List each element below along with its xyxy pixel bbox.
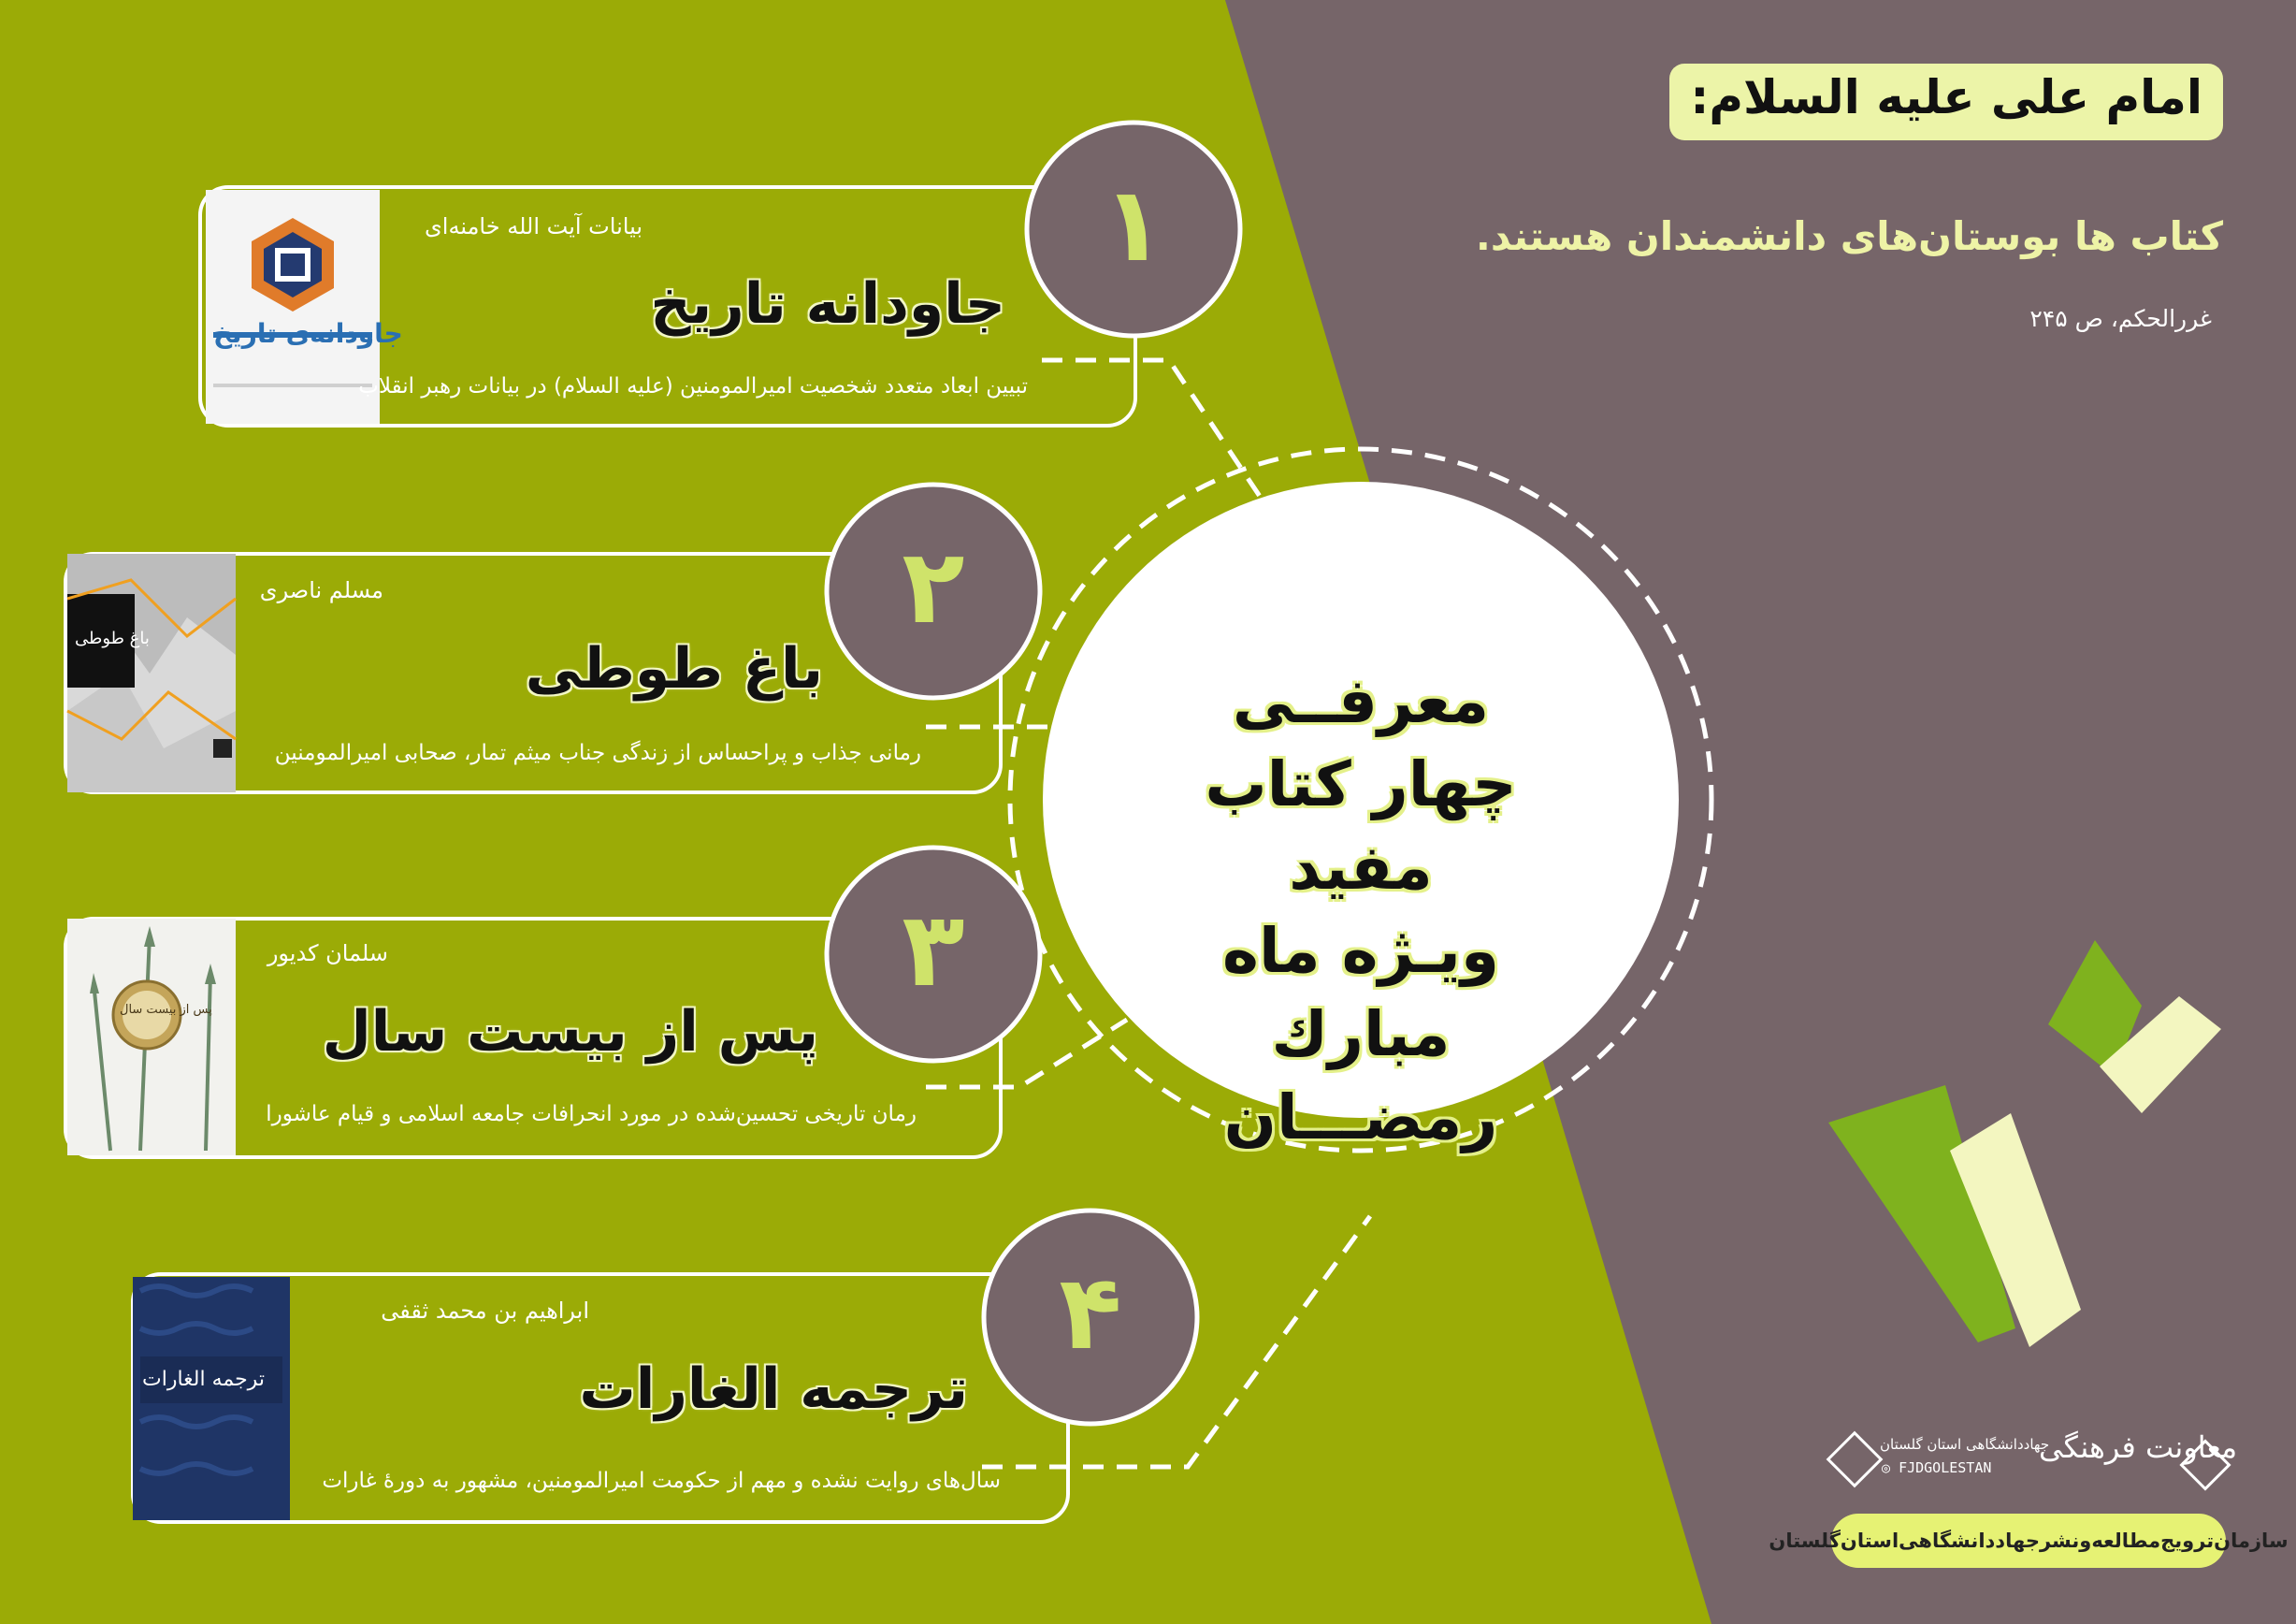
center-line-2: چهار کتاب مفید <box>1205 748 1517 905</box>
book-number-3: ۳ <box>902 890 965 1009</box>
book-title-3: پس از بیست سال <box>322 999 818 1065</box>
center-line-4: رمضـــان <box>1223 1081 1498 1154</box>
book-number-1: ۱ <box>1102 165 1165 284</box>
book-number-4: ۴ <box>1059 1253 1122 1372</box>
book-author-2: مسلم ناصری <box>259 577 383 603</box>
quote-reference: غررالحکم، ص ۲۴۵ <box>2029 305 2212 332</box>
footer-banner: سازمان‌ترویج‌مطالعه‌ونشرجهاددانشگاهی‌استان‌گلستان <box>1831 1514 2226 1568</box>
book-title-1: جاودانه تاریخ <box>650 271 1005 337</box>
book-number-2: ۲ <box>902 527 965 646</box>
book-author-1: بیانات آیت الله خامنه‌ای <box>425 213 643 239</box>
book-cover-1 <box>206 190 380 424</box>
quote-text: کتاب ها بوستان‌های دانشمندان هستند. <box>1475 213 2223 259</box>
book-cover-2-text: باغ طوطی <box>75 629 150 648</box>
footer-logo-subtitle: جهاددانشگاهی استان گلستان <box>1880 1436 2050 1453</box>
instagram-icon: ◎ <box>1882 1459 1899 1476</box>
connector-1 <box>1042 360 1263 500</box>
footer-instagram-handle <box>1882 1459 1991 1476</box>
book-title-2: باغ طوطی <box>525 636 823 702</box>
book-cover-1-text: جاودانه‌ی تاریخ <box>213 318 403 349</box>
book-cover-2 <box>67 554 236 792</box>
book-description-3: رمان تاریخی تحسین‌شده در مورد انحرافات جامعه اسلامی و قیام عاشورا <box>266 1102 917 1126</box>
book-description-4: سال‌های روایت نشده و مهم از حکومت امیرالمومنین، مشهور به دورۀ غارات <box>322 1469 1001 1493</box>
footer-logo-title: معاونت فرهنگی <box>2039 1429 2238 1465</box>
book-cover-3-text: پس از بیست سال <box>120 1003 212 1017</box>
book-description-1: تبیین ابعاد متعدد شخصیت امیرالمومنین (علیه السلام) در بیانات رهبر انقلاب <box>358 374 1028 399</box>
book-cover-3 <box>67 919 236 1155</box>
book-author-4: ابراهیم بن محمد ثقفی <box>381 1298 589 1324</box>
center-line-1: معرفــی <box>1232 665 1490 737</box>
book-cover-4-text: ترجمه الغارات <box>142 1368 265 1391</box>
book-author-3: سلمان کدیور <box>267 940 388 966</box>
book-description-2: رمانی جذاب و پراحساس از زندگی جناب میثم تمار، صحابی امیرالمومنین <box>274 741 921 765</box>
quote-title: امام علی علیه السلام: <box>1669 64 2223 140</box>
book-title-4: ترجمه الغارات <box>579 1356 968 1422</box>
center-title <box>1127 660 1595 1160</box>
center-line-3: ویـژه ماه مبارك <box>1222 915 1499 1071</box>
footer-handle-text: FJDGOLESTAN <box>1899 1459 1992 1476</box>
book-cover-4 <box>133 1277 290 1520</box>
